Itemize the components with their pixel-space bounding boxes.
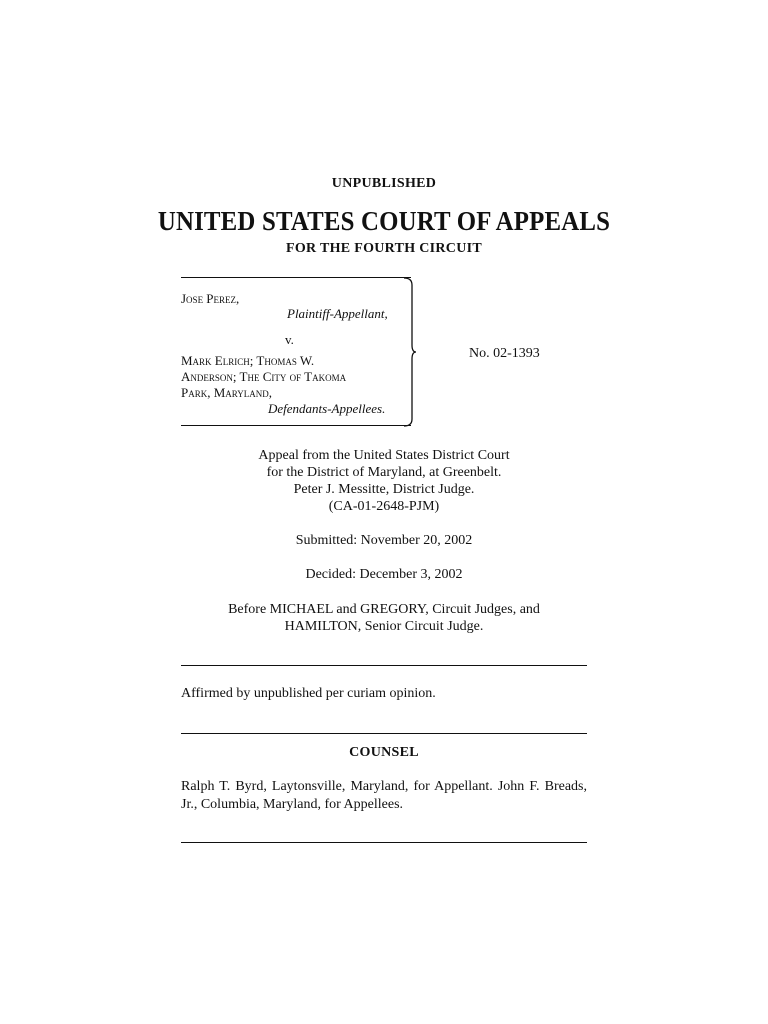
defendants-names — [181, 353, 411, 401]
appeal-line: Appeal from the United States District Court — [258, 448, 510, 463]
counsel-text: Ralph T. Byrd, Laytonsville, Maryland, for Appellant. John F. Breads, Jr., Columbia, Maryland, for Appellees. — [181, 779, 587, 812]
caption-top-rule — [181, 277, 411, 278]
versus: v. — [285, 332, 294, 347]
divider — [181, 842, 587, 843]
panel-line: Before MICHAEL and GREGORY, Circuit Judges, and — [228, 602, 540, 617]
panel-line: HAMILTON, Senior Circuit Judge. — [284, 619, 484, 634]
appeal-line: for the District of Maryland, at Greenbelt. — [266, 465, 502, 480]
appeal-line: (CA-01-2648-PJM) — [328, 499, 440, 514]
appeal-block — [0, 447, 768, 515]
defendants-line: Mark Elrich; Thomas W. — [181, 353, 315, 368]
circuit-name: FOR THE FOURTH CIRCUIT — [285, 241, 483, 256]
caption-bottom-rule — [181, 425, 411, 426]
divider — [181, 665, 587, 666]
court-name: UNITED STATES COURT OF APPEALS — [157, 206, 611, 236]
divider — [181, 733, 587, 734]
counsel-heading: COUNSEL — [349, 745, 419, 760]
disposition: Affirmed by unpublished per curiam opinion. — [181, 686, 436, 701]
appeal-line: Peter J. Messitte, District Judge. — [293, 482, 475, 497]
plaintiff-role: Plaintiff-Appellant, — [287, 306, 388, 321]
decided-date: Decided: December 3, 2002 — [305, 567, 463, 582]
publication-status: UNPUBLISHED — [331, 176, 437, 191]
plaintiff-name: Jose Perez, — [181, 291, 240, 306]
defendants-line: Park, Maryland, — [181, 385, 273, 400]
submitted-date: Submitted: November 20, 2002 — [295, 533, 473, 548]
case-number: No. 02-1393 — [469, 346, 540, 361]
caption-brace-icon — [403, 277, 417, 427]
panel-judges — [0, 601, 768, 635]
defendants-line: Anderson; The City of Takoma — [181, 369, 347, 384]
defendants-role: Defendants-Appellees. — [268, 401, 386, 416]
